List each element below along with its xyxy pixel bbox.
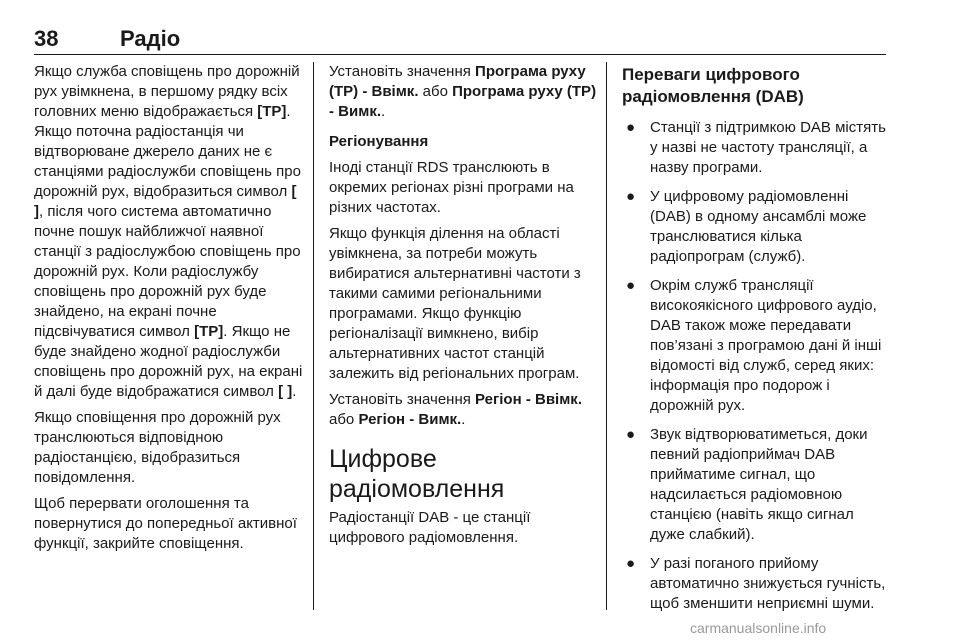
column-divider-1 — [313, 62, 314, 610]
column-2 — [329, 62, 597, 554]
bullet-icon: ● — [626, 277, 636, 294]
bullet-icon: ● — [626, 426, 636, 443]
dab-heading: Цифрове радіомовлення — [329, 445, 505, 503]
bullet-icon: ● — [626, 188, 636, 205]
list-item: ● У цифровому радіомовленні (DAB) в одному ансамблі може транслюватися кілька радіопрограм (служб). — [626, 188, 867, 265]
regionalization-subheading: Регіонування — [329, 133, 429, 150]
list-item: ● Звук відтворюватиметься, доки певний радіоприймач DAB прийматиме сигнал, що надсилається радіомовною станцією (навіть якщо сигнал дуже слабкий). — [626, 426, 868, 543]
traffic-message-paragraph: Якщо сповіщення про дорожній рух транслюються відповідною радіостанцією, відобразиться повідомлення. — [34, 409, 281, 486]
bullet-icon: ● — [626, 555, 636, 572]
regionalization-intro: Іноді станції RDS транслюють в окремих регіонах різні програми на різних частотах. — [329, 159, 574, 216]
watermark: carmanualsonline.info — [690, 620, 827, 636]
list-item: ● Окрім служб трансляції високоякісного цифрового аудіо, DAB також може передавати пов’язані з програмою дані й інші відомості від служб, серед яких: інформація про подорож і дорожній рух. — [626, 277, 882, 414]
traffic-announcement-paragraph: Якщо служба сповіщень про дорожній рух увімкнена, в першому рядку всіх головних меню відображається [TP]. Якщо поточна радіостанція чи відтворюване джерело даних не є станціями радіослужби сповіщень про дорожній рух, відобразиться символ [ ], після чого система автоматично почне пошук найближчої наявної станції з радіослужбою сповіщень про дорожній рух. Коли радіослужбу сповіщень про дорожній рух буде знайдено, на екрані почне підсвічуватися символ [TP]. Якщо не буде знайдено жодної радіослужби сповіщень про дорожній рух, на екрані й далі буде відображатися символ [ ]. — [34, 63, 303, 400]
list-item: ● У разі поганого прийому автоматично знижується гучність, щоб зменшити неприємні шуми. — [626, 555, 886, 612]
header-rule — [34, 54, 886, 55]
bullet-icon: ● — [626, 119, 636, 136]
column-divider-2 — [606, 62, 607, 610]
section-title: Радіо — [120, 26, 181, 51]
region-setting-paragraph: Установіть значення Регіон - Ввімк. або Регіон - Вимк.. — [329, 391, 582, 428]
page-header — [34, 26, 886, 54]
column-1 — [34, 62, 306, 560]
tp-setting-paragraph: Установіть значення Програма руху (TP) - Ввімк. або Програма руху (TP) - Вимк.. — [329, 63, 597, 120]
dab-intro-paragraph: Радіостанції DAB - це станції цифрового радіомовлення. — [329, 509, 531, 546]
interrupt-announcement-paragraph: Щоб перервати оголошення та повернутися до попередньої активної функції, закрийте сповіщення. — [34, 495, 297, 552]
dab-advantages-heading: Переваги цифрового радіомовлення (DAB) — [622, 65, 804, 106]
dab-advantages-list — [622, 118, 890, 614]
list-item: ● Станції з підтримкою DAB містять у назві не частоту трансляції, а назву програми. — [626, 119, 886, 176]
page-number: 38 — [34, 26, 59, 51]
regionalization-detail: Якщо функція ділення на області увімкнена, за потреби можуть вибиратися альтернативні частоти з такими самими регіональними програмами. Якщо функцію регіоналізації вимкнено, вибір альтернативних частот станцій залежить від регіональних програм. — [329, 225, 581, 382]
column-3 — [622, 62, 890, 623]
